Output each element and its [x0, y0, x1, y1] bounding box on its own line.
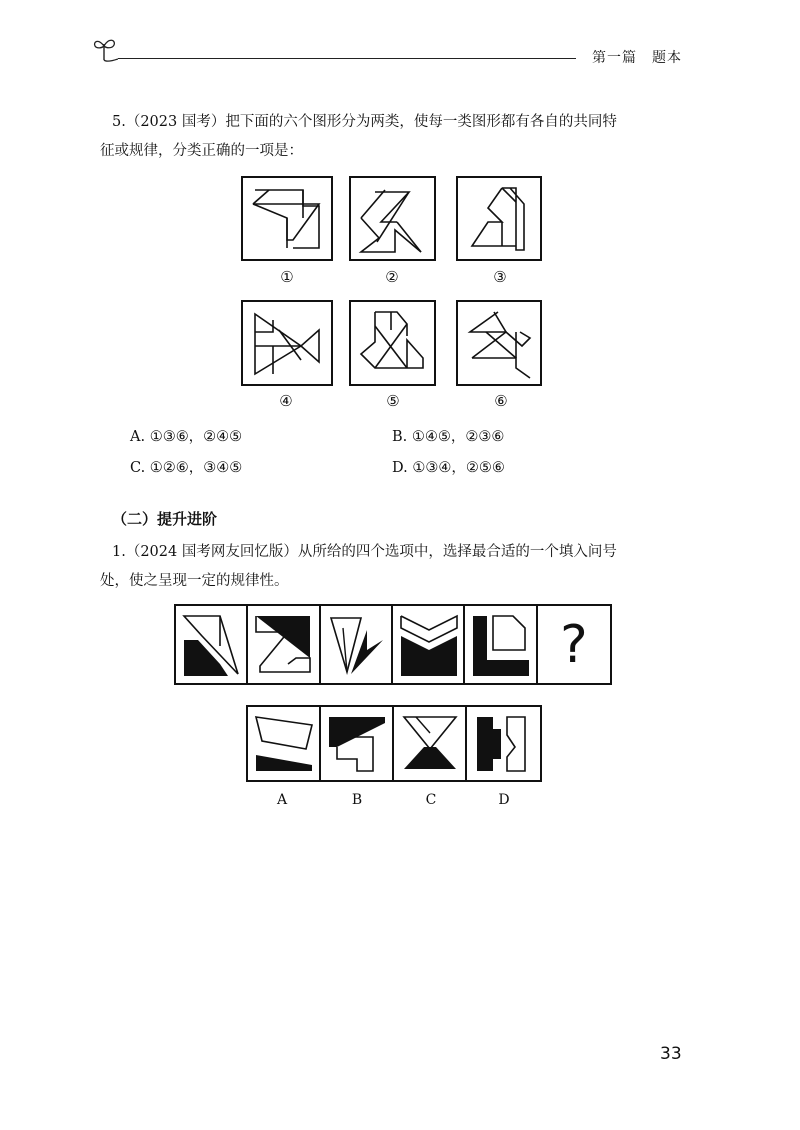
option-c[interactable]: C. ①②⑥，③④⑤ [130, 460, 243, 476]
figure-1 [241, 176, 333, 261]
figure-4-drawing [243, 302, 331, 384]
figure-6 [456, 300, 542, 386]
option-b[interactable]: B. ①④⑤，②③⑥ [392, 429, 505, 445]
figure-4 [241, 300, 333, 386]
figure-label-6: ⑥ [494, 392, 508, 410]
sequence-figure-1-drawing [176, 606, 247, 683]
sequence-figure-3-drawing [321, 606, 392, 683]
answer-label-d: D [498, 792, 510, 808]
question-1-line-1: 1.（2024 国考网友回忆版）从所给的四个选项中，选择最合适的一个填入问号 [112, 544, 617, 560]
figure-2-drawing [351, 178, 434, 259]
sequence-figure-2 [248, 606, 320, 683]
figure-6-drawing [458, 302, 540, 384]
figure-label-5: ⑤ [386, 392, 400, 410]
option-d[interactable]: D. ①③④，②⑤⑥ [392, 460, 505, 476]
question-5-line-1: 5.（2023 国考）把下面的六个图形分为两类，使每一类图形都有各自的共同特 [112, 114, 617, 130]
answer-figure-b[interactable] [321, 707, 394, 780]
sequence-figure-4-drawing [393, 606, 464, 683]
figure-label-1: ① [280, 268, 294, 286]
sequence-figure-3 [321, 606, 393, 683]
figure-label-2: ② [385, 268, 399, 286]
answer-figure-d[interactable] [467, 707, 540, 780]
header-title: 第一篇 题本 [592, 50, 682, 66]
question-mark: ? [560, 614, 588, 675]
answer-figure-c[interactable] [394, 707, 467, 780]
figure-3 [456, 176, 542, 261]
figure-label-4: ④ [279, 392, 293, 410]
answer-figure-a[interactable] [248, 707, 321, 780]
answer-figure-b-drawing [321, 707, 394, 780]
figure-5 [349, 300, 436, 386]
answer-label-c: C [425, 792, 437, 808]
figure-5-drawing [351, 302, 434, 384]
answer-figure-d-drawing [467, 707, 540, 780]
sequence-figure-1 [176, 606, 248, 683]
sequence-question-cell [538, 606, 610, 683]
answer-figure-a-drawing [248, 707, 321, 780]
answer-options-strip [246, 705, 542, 782]
header-rule [118, 58, 576, 59]
option-a[interactable]: A. ①③⑥，②④⑤ [130, 429, 243, 445]
sprout-icon [92, 34, 118, 64]
section-title: （二）提升进阶 [112, 510, 218, 528]
sequence-figure-5-drawing [465, 606, 536, 683]
figure-2 [349, 176, 436, 261]
sequence-figure-2-drawing [248, 606, 319, 683]
question-5-line-2: 征或规律，分类正确的一项是： [100, 143, 303, 159]
answer-label-a: A [276, 792, 288, 808]
answer-label-b: B [351, 792, 363, 808]
figure-label-3: ③ [493, 268, 507, 286]
answer-figure-c-drawing [394, 707, 467, 780]
sequence-figure-5 [465, 606, 537, 683]
sequence-figure-4 [393, 606, 465, 683]
page-number: 33 [660, 1044, 682, 1064]
question-sequence-strip [174, 604, 612, 685]
figure-3-drawing [458, 178, 540, 259]
figure-1-drawing [243, 178, 331, 259]
question-1-line-2: 处，使之呈现一定的规律性。 [100, 573, 289, 589]
